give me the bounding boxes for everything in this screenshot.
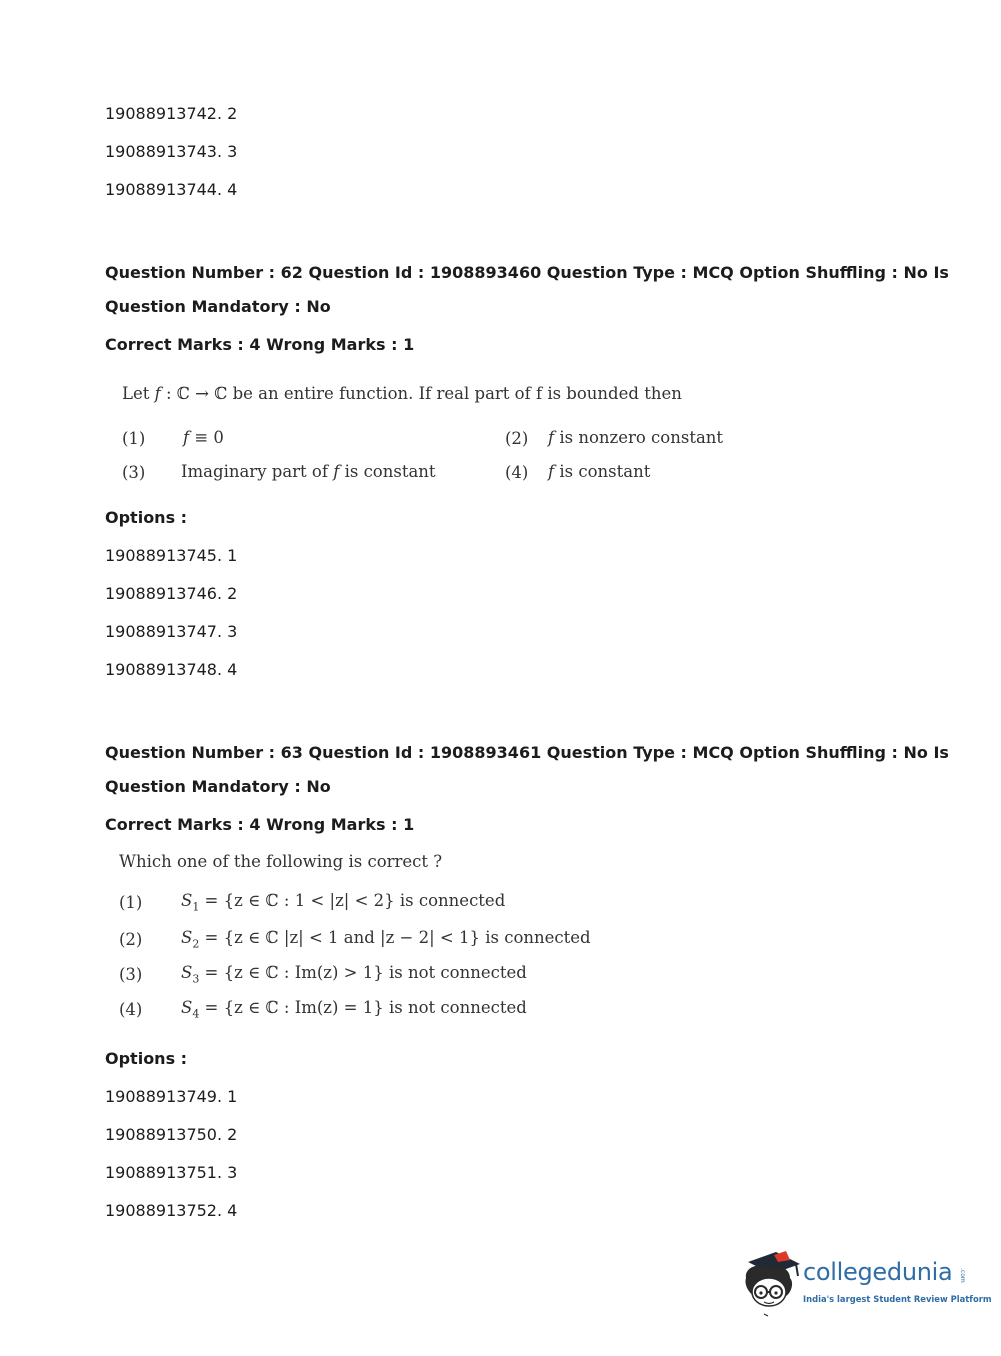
q62-choice-4-text: f is constant (548, 462, 651, 481)
q62-choice-4-number: (4) (505, 463, 529, 482)
option-line: 19088913742. 2 (105, 104, 238, 123)
option-line: 19088913746. 2 (105, 584, 238, 603)
option-line: 19088913748. 4 (105, 660, 238, 679)
q63-choice-4-number: (4) (119, 1000, 143, 1019)
q62-question-text: Let f : ℂ → ℂ be an entire function. If real part of f is bounded then (122, 384, 682, 403)
q63-choice-1-number: (1) (119, 893, 143, 912)
option-line: 19088913751. 3 (105, 1163, 238, 1182)
q63-choice-2-number: (2) (119, 930, 143, 949)
q63-choice-3-number: (3) (119, 965, 143, 984)
q62-choice-1-text: f ≡ 0 (183, 428, 224, 447)
q62-choice-3-text: Imaginary part of f is constant (181, 462, 436, 481)
logo-com: .com (959, 1268, 966, 1283)
q63-choice-4-text: $S_4 = \{z$ ∈ ℂ : Im(z) = 1} is not connected (181, 998, 527, 1021)
q63-options-label: Options : (105, 1049, 188, 1068)
option-line: 19088913749. 1 (105, 1087, 238, 1106)
q62-choice-1-number: (1) (122, 429, 146, 448)
q63-marks: Correct Marks : 4 Wrong Marks : 1 (105, 815, 415, 834)
q62-choice-3-number: (3) (122, 463, 146, 482)
q62-options-label: Options : (105, 508, 188, 527)
collegedunia-logo (740, 1248, 992, 1318)
q63-choice-3-text: $S_3 = \{z$ ∈ ℂ : Im(z) > 1} is not connected (181, 963, 527, 986)
q62-marks: Correct Marks : 4 Wrong Marks : 1 (105, 335, 415, 354)
option-line: 19088913747. 3 (105, 622, 238, 641)
mascot-icon (740, 1248, 802, 1318)
option-line: 19088913750. 2 (105, 1125, 238, 1144)
logo-tagline: India's largest Student Review Platform (803, 1294, 992, 1304)
logo-wordmark: collegedunia (803, 1258, 953, 1286)
q63-choice-1-text: $S_1 = \{z$ ∈ ℂ : 1 < |z| < 2} is connected (181, 891, 506, 914)
q62-choice-2-text: f is nonzero constant (548, 428, 724, 447)
option-line: 19088913743. 3 (105, 142, 238, 161)
q63-header-line2: Question Mandatory : No (105, 777, 331, 796)
q62-choice-2-number: (2) (505, 429, 529, 448)
q63-question-text: Which one of the following is correct ? (119, 852, 443, 871)
option-line: 19088913745. 1 (105, 546, 238, 565)
q62-header-line2: Question Mandatory : No (105, 297, 331, 316)
option-line: 19088913752. 4 (105, 1201, 238, 1220)
q62-header-line1: Question Number : 62 Question Id : 1908893460 Question Type : MCQ Option Shuffling : No Is (105, 263, 949, 282)
q63-header-line1: Question Number : 63 Question Id : 1908893461 Question Type : MCQ Option Shuffling : No Is (105, 743, 949, 762)
q63-choice-2-text: $S_2 = \{z$ ∈ ℂ |z| < 1 and |z − 2| < 1} is connected (181, 928, 591, 951)
option-line: 19088913744. 4 (105, 180, 238, 199)
